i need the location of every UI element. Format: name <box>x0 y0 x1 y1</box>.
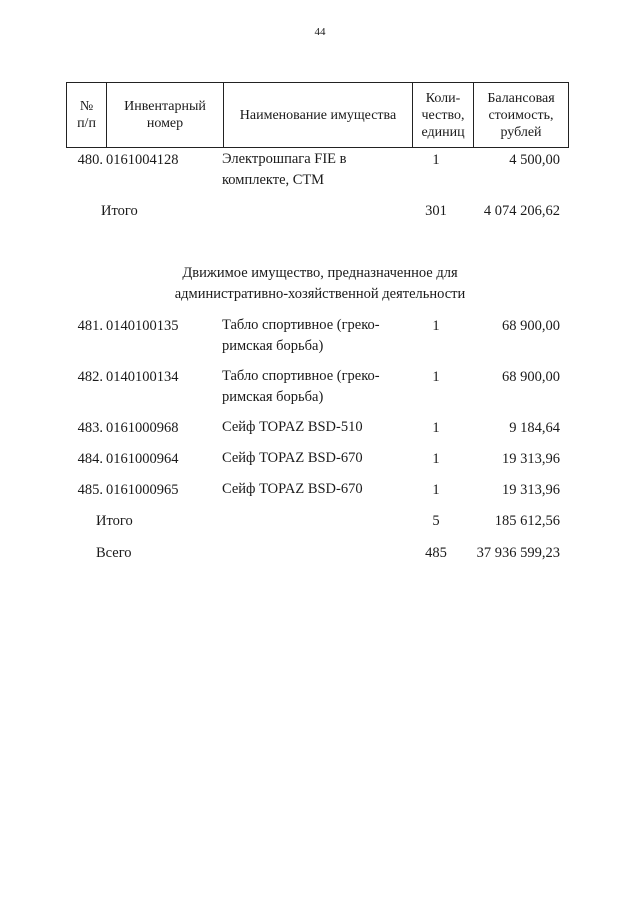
inventory-number: 0140100134 <box>106 369 179 385</box>
grand-total-quantity: 485 <box>425 545 447 561</box>
inventory-number: 0140100135 <box>106 318 179 334</box>
quantity: 1 <box>432 420 440 436</box>
header-property-name: Наименование имущества <box>224 83 413 148</box>
book-value: 68 900,00 <box>502 369 560 385</box>
row-number: 484. <box>77 451 103 467</box>
book-value: 9 184,64 <box>509 420 560 436</box>
header-quantity: Коли- чество, единиц <box>413 83 474 148</box>
property-name: Сейф TOPAZ BSD-510 <box>222 419 363 435</box>
inventory-number: 0161000964 <box>106 451 179 467</box>
total-book-value: 185 612,56 <box>494 513 560 529</box>
total-quantity: 301 <box>425 203 447 219</box>
quantity: 1 <box>432 318 440 334</box>
header-no: № п/п <box>67 83 107 148</box>
inventory-number: 0161000965 <box>106 482 179 498</box>
property-name: Сейф TOPAZ BSD-670 <box>222 481 363 497</box>
total-quantity: 5 <box>432 513 440 529</box>
inventory-number: 0161004128 <box>106 152 179 168</box>
header-inventory-number: Инвентарный номер <box>107 83 224 148</box>
book-value: 68 900,00 <box>502 318 560 334</box>
row-number: 482. <box>77 369 103 385</box>
page-number: 44 <box>314 26 326 38</box>
total-book-value: 4 074 206,62 <box>483 203 560 219</box>
total-label: Итого <box>96 513 133 529</box>
inventory-number: 0161000968 <box>106 420 179 436</box>
quantity: 1 <box>432 482 440 498</box>
quantity: 1 <box>432 152 440 168</box>
property-name: Табло спортивное (греко-римская борьба) <box>222 368 380 405</box>
grand-total-label: Всего <box>96 545 132 561</box>
quantity: 1 <box>432 451 440 467</box>
row-number: 480. <box>77 152 103 168</box>
row-number: 481. <box>77 318 103 334</box>
quantity: 1 <box>432 369 440 385</box>
row-number: 483. <box>77 420 103 436</box>
section-title: Движимое имущество, предназначенное для административно-хозяйственной деятельности <box>174 265 466 302</box>
table-header <box>66 82 569 148</box>
property-name: Табло спортивное (греко-римская борьба) <box>222 317 380 354</box>
header-book-value: Балансовая стоимость, рублей <box>474 83 569 148</box>
row-number: 485. <box>77 482 103 498</box>
property-name: Электрошпага FIE в комплекте, СТМ <box>222 151 347 188</box>
grand-total-book-value: 37 936 599,23 <box>476 545 560 561</box>
total-label: Итого <box>101 203 138 219</box>
book-value: 19 313,96 <box>502 482 560 498</box>
book-value: 19 313,96 <box>502 451 560 467</box>
book-value: 4 500,00 <box>509 152 560 168</box>
property-name: Сейф TOPAZ BSD-670 <box>222 450 363 466</box>
